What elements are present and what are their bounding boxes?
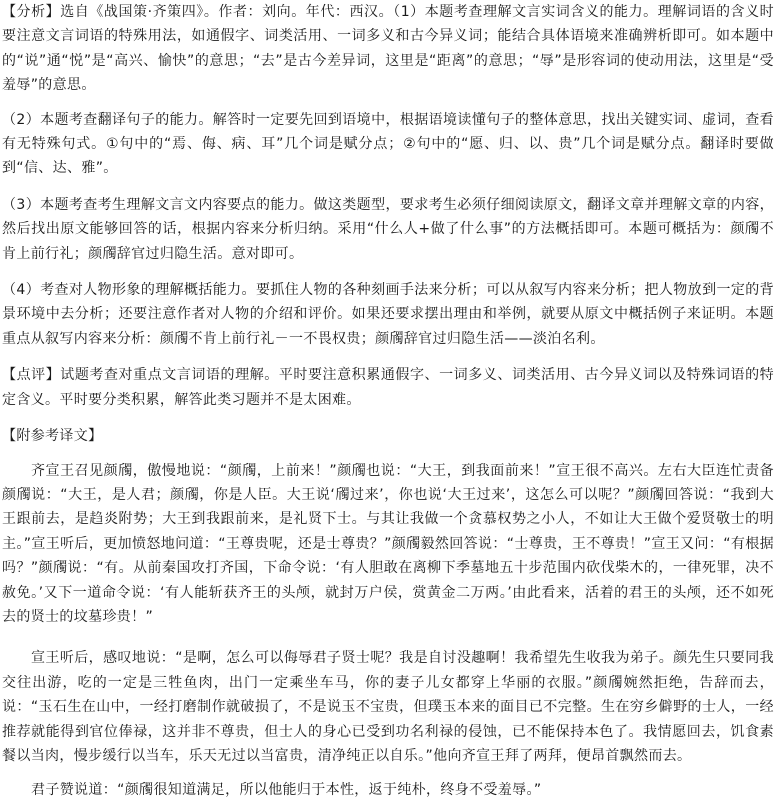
translation-paragraph-1: 齐宣王召见颜斶，傲慢地说：“颜斶，上前来！”颜斶也说：“大王，到我面前来！”宣王很不高兴。左右大臣连忙责备颜斶说：“大王，是人君；颜斶，你是人臣。大王说‘斶过来’，你也说‘大王过来’，这怎么可以呢？”颜斶回答说：“我到大王跟前去，是趋炎附势；大王到我跟前来，是礼贤下士。与其让我做一个贪慕权势之小人，不如让大王做个爱贤敬士的明主。”宣王听后，更加愤怒地问道：“王尊贵呢，还是士尊贵？”颜斶毅然回答说：“士尊贵，王不尊贵！”宣王又问：“有根据吗？”颜斶说：“有。从前秦国攻打齐国，下命令说：‘有人胆敢在离柳下季墓地五十步范围内砍伐柴木的，一律死罪，决不赦免。’又下一道命令说：‘有人能斩获齐王的头颅，就封万户侯，赏黄金二万两。’由此看来，活着的君王的头颅，还不如死去的贤士的坟墓珍贵！” [2, 462, 774, 625]
analysis-paragraph-2: （2）本题考查翻译句子的能力。解答时一定要先回到语境中，根据语境读懂句子的整体意思，找出关键实词、虚词，查看有无特殊句式。①句中的“焉、侮、病、耳”几个词是赋分点；②句中的“愿、归、以、贵”几个词是赋分点。翻译时要做到“信、达、雅”。 [2, 111, 774, 177]
analysis-paragraph-4: （4）考查对人物形象的理解概括能力。要抓住人物的各种刻画手法来分析；可以从叙写内容来分析；把人物放到一定的背景环境中去分析；还要注意作者对人物的介绍和评价。如果还要求摆出理由和举例，就要从原文中概括例子来证明。本题重点从叙写内容来分析：颜斶不肯上前行礼－一不畏权贵；颜斶辞官过归隐生活——淡泊名利。 [2, 282, 774, 347]
comment-paragraph: 【点评】试题考查对重点文言词语的理解。平时要注意积累通假字、一词多义、词类活用、古今异义词以及特殊词语的特定含义。平时要分类积累，解答此类习题并不是太困难。 [2, 367, 774, 408]
translation-heading: 【附参考译文】 [2, 428, 103, 445]
analysis-paragraph-1: 【分析】选自《战国策·齐策四》。作者：刘向。年代：西汉。（1）本题考查理解文言实词含义的能力。理解词语的含义时要注意文言词语的特殊用法，如通假字、词类活用、一词多义和古今异义词；能结合具体语境来准确辨析即可。如本题中的“说”通“悦”是“高兴、愉快”的意思；“去”是古今差异词，这里是“距离”的意思；“辱”是形容词的使动用法，这里是“受羞辱”的意思。 [2, 4, 774, 94]
translation-paragraph-2: 宣王听后，感叹地说：“是啊，怎么可以侮辱君子贤士呢？我是自讨没趣啊！我希望先生收我为弟子。颜先生只要同我交往出游，吃的一定是三牲鱼肉，出门一定乘坐车马，你的妻子儿女都穿上华丽的衣服。”颜斶婉然拒绝，告辞而去，说：“玉石生在山中，一经打磨制作就破损了，不是说玉不宝贵，但璞玉本来的面目已不完整。生在穷乡僻野的士人，一经推荐就能得到官位俸禄，这并非不尊贵，但士人的身心已受到功名利禄的侵蚀，已不能保持本色了。我情愿回去，饥食素餐以当肉，慢步缓行以当车，乐天无过以当富贵，清净纯正以自乐。”他向齐宣王拜了两拜，便昂首飘然而去。 [2, 650, 774, 764]
translation-paragraph-3: 君子赞说道：“颜斶很知道满足，所以他能归于本性，返于纯朴，终身不受羞辱。” [31, 782, 542, 799]
analysis-paragraph-3: （3）本题考查考生理解文言文内容要点的能力。做这类题型，要求考生必须仔细阅读原文，翻译文章并理解文章的内容，然后找出原文能够回答的话，根据内容来分析归纳。采用“什么人+做了什么事”的方法概括即可。本题可概括为：颜斶不肯上前行礼；颜斶辞官过归隐生活。意对即可。 [2, 196, 774, 262]
